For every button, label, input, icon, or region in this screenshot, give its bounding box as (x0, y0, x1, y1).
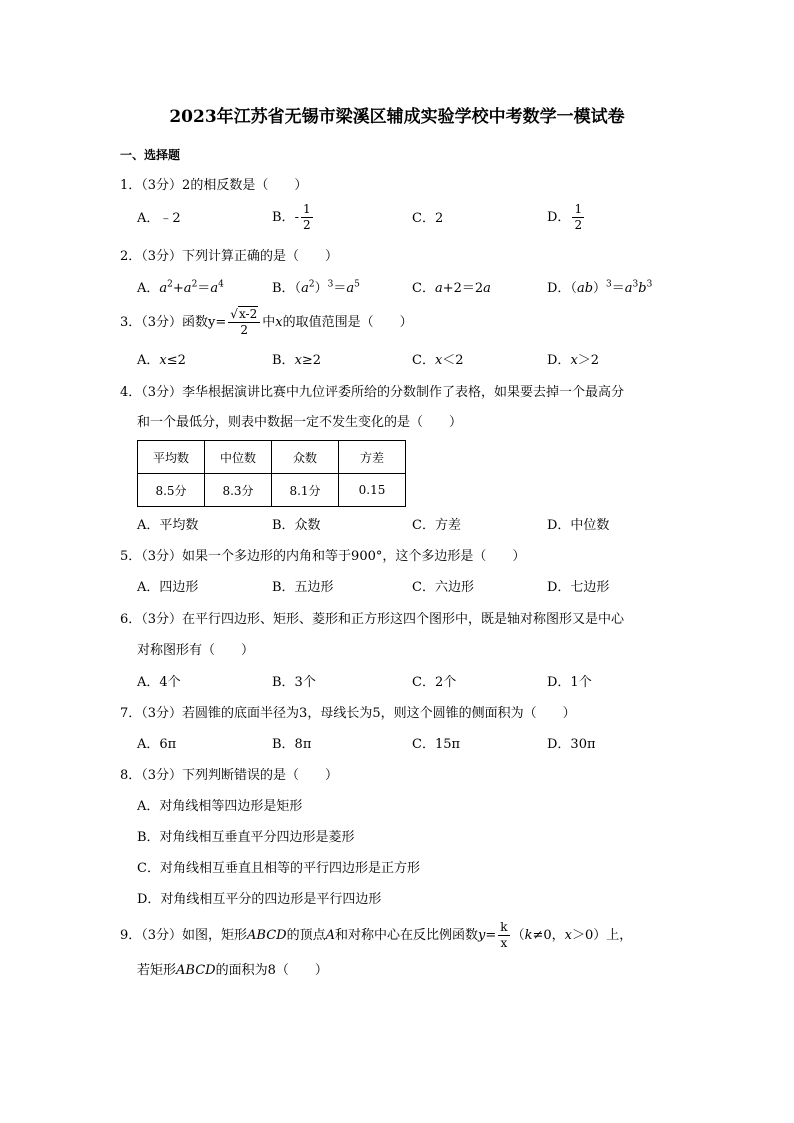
table-cell: 8.5分 (138, 474, 205, 507)
q3-option-d: D．x＞2 (547, 353, 600, 368)
q1-option-b: B．- $\frac{1}{2}$ (272, 202, 311, 232)
question-4-stem-line2: 和一个最低分，则表中数据一定不发生变化的是（ ） (137, 415, 463, 430)
q5-option-c: C．六边形 (412, 580, 474, 595)
question-7-stem: 7．（3分）若圆锥的底面半径为3，母线长为5，则这个圆锥的侧面积为（ ） (120, 706, 576, 721)
q6-option-c: C．2个 (412, 675, 457, 690)
table-header-cell: 方差 (339, 441, 406, 474)
q7-option-c: C．15π (412, 737, 461, 752)
score-table (137, 440, 406, 507)
q2-option-d: D．$(ab)^3=a^3b^3$ (547, 279, 653, 296)
q4-option-d: D．中位数 (547, 518, 610, 533)
q1-option-d: D． $\frac{1}{2}$ (547, 202, 583, 232)
q7-option-b: B．8π (272, 737, 312, 752)
q2-option-b: B．$(a^2)^3=a^5$ (272, 279, 360, 296)
q3-option-c: C．x＜2 (412, 353, 464, 368)
question-1-stem: 1．（3分）2的相反数是（ ） (120, 178, 308, 193)
q1-option-c: C．2 (412, 211, 444, 226)
q1-option-a: A．﹣2 (137, 211, 181, 226)
table-header-cell: 众数 (272, 441, 339, 474)
q4-option-b: B．众数 (272, 518, 321, 533)
q7-option-d: D．30π (547, 737, 596, 752)
question-6-stem-line1: 6．（3分）在平行四边形、矩形、菱形和正方形这四个图形中，既是轴对称图形又是中心 (120, 612, 625, 627)
q2-option-c: C．a+2＝2a (412, 281, 491, 296)
q8-option-b: B．对角线相互垂直平分四边形是菱形 (137, 830, 355, 845)
q5-option-a: A．四边形 (137, 580, 199, 595)
q2-option-a: A．$a^2+a^2=a^4$ (137, 279, 224, 296)
table-cell: 0.15 (339, 474, 406, 507)
question-2-stem: 2．（3分）下列计算正确的是（ ） (120, 249, 339, 264)
table-header-row (138, 441, 406, 474)
q5-option-b: B．五边形 (272, 580, 334, 595)
question-3-stem: 3．（3分）函数y= $\frac{√x-2}{2}$ 中x的取值范围是（ ） (120, 307, 413, 337)
q3-option-a: A．x≤2 (137, 353, 186, 368)
table-cell: 8.3分 (205, 474, 272, 507)
table-cell: 8.1分 (272, 474, 339, 507)
question-8-stem: 8．（3分）下列判断错误的是（ ） (120, 768, 339, 783)
question-6-stem-line2: 对称图形有（ ） (137, 643, 255, 658)
table-row (138, 474, 406, 507)
q3-option-b: B．x≥2 (272, 353, 322, 368)
q6-option-d: D．1个 (547, 675, 592, 690)
table-header-cell: 平均数 (138, 441, 205, 474)
q7-option-a: A．6π (137, 737, 177, 752)
table-header-cell: 中位数 (205, 441, 272, 474)
section-heading: 一、选择题 (120, 148, 181, 162)
q4-option-a: A．平均数 (137, 518, 199, 533)
q8-option-d: D．对角线相互平分的四边形是平行四边形 (137, 892, 382, 907)
q4-option-c: C．方差 (412, 518, 461, 533)
question-9-stem-line2: 若矩形ABCD的面积为8（ ） (137, 963, 328, 978)
q6-option-a: A．4个 (137, 675, 181, 690)
q6-option-b: B．3个 (272, 675, 316, 690)
question-4-stem-line1: 4．（3分）李华根据演讲比赛中九位评委所给的分数制作了表格，如果要去掉一个最高分 (120, 385, 625, 400)
q8-option-c: C．对角线相互垂直且相等的平行四边形是正方形 (137, 861, 420, 876)
q8-option-a: A．对角线相等四边形是矩形 (137, 799, 303, 814)
question-5-stem: 5．（3分）如果一个多边形的内角和等于900°，这个多边形是（ ） (120, 549, 526, 564)
q5-option-d: D．七边形 (547, 580, 610, 595)
page-title: 2023年江苏省无锡市梁溪区辅成实验学校中考数学一模试卷 (169, 107, 625, 127)
question-9-stem-line1: 9．（3分）如图，矩形ABCD的顶点A和对称中心在反比例函数y= $\frac{k}{x}$ （k≠0，x＞0）上， (120, 920, 633, 950)
